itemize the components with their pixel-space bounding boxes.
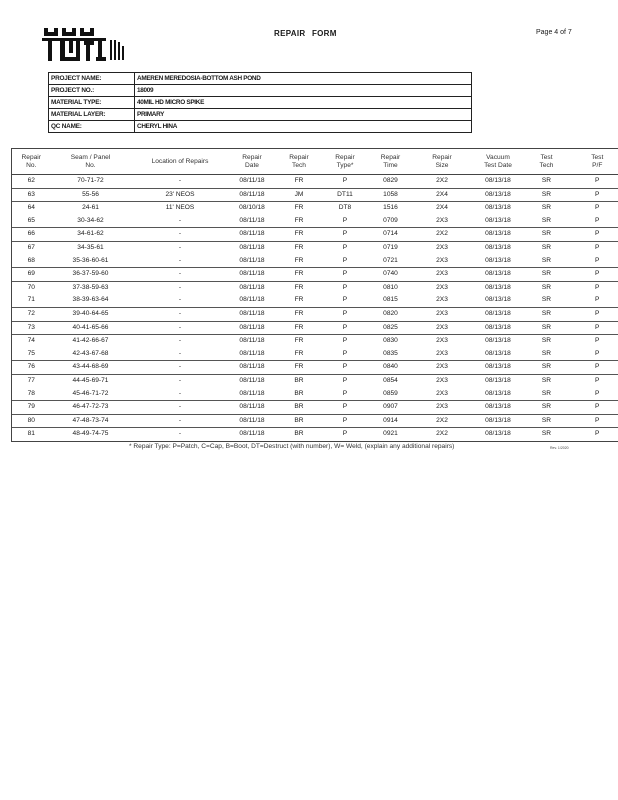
table-cell: 08/11/18 [230,428,275,442]
table-cell: 46-47-72-73 [51,401,131,415]
table-cell: 23' NEOS [131,188,230,202]
table-cell: 2X3 [415,374,470,387]
table-cell: 08/13/18 [485,349,511,357]
column-header-line: Repair [335,153,355,161]
table-cell: 62 [12,175,51,189]
table-cell: 44-45-69-71 [51,374,131,387]
table-cell: 08/13/18 [485,256,511,264]
project-info-label: MATERIAL TYPE: [49,97,135,109]
table-cell: 08/13/18 [470,335,527,348]
table-cell: P [324,401,367,415]
table-row [12,321,618,335]
column-header-line: Repair [242,153,262,161]
table-cell: SR [527,428,567,442]
table-cell: 2X3 [436,389,448,397]
table-row [12,268,618,282]
table-cell: SR [527,268,567,282]
table-row [12,374,618,387]
table-cell: FR [275,241,324,254]
table-cell: P [324,268,367,282]
column-header [470,149,527,175]
table-cell: 35-36-60-61 [72,256,109,264]
column-header-line: Repair [380,153,401,161]
table-cell: 08/13/18 [485,216,511,224]
table-cell: 24-61 [51,202,131,215]
table-cell: P [567,361,618,375]
project-info-value: PRIMARY [135,109,472,121]
table-cell: 34-61-62 [51,228,131,242]
table-row [12,202,618,215]
table-cell: FR [294,256,304,264]
table-cell: - [178,177,182,184]
table-cell: 80 [12,414,51,428]
table-cell: P [567,228,618,242]
column-header-line: Test [591,153,604,161]
company-logo [42,26,128,64]
table-cell: P [567,335,618,348]
table-cell: 73 [12,321,51,335]
table-cell: 08/11/18 [230,414,275,428]
table-cell: 48-49-74-75 [51,428,131,442]
table-cell: 2X3 [415,268,470,282]
table-cell: 2X2 [415,414,470,428]
table-row [12,401,618,415]
table-row [12,361,618,375]
repair-type-footnote: * Repair Type: P=Patch, C=Cap, B=Boot, DT=Destruct (with number), W= Weld, (explain any additional repairs) [129,443,455,450]
table-row [12,215,618,228]
column-header-line: Tech [292,161,306,169]
project-info-row [49,121,472,133]
column-header [567,149,618,175]
table-cell: 40-41-65-66 [51,321,131,335]
table-cell: 2X3 [436,216,448,224]
table-cell: SR [527,374,567,387]
table-cell: 39-40-64-65 [51,307,131,321]
table-row [12,188,618,202]
table-cell: 2X3 [415,361,470,375]
column-header-line: Repair [432,153,452,161]
table-cell: P [567,348,618,361]
table-cell: 0719 [367,241,415,254]
table-cell: 78 [12,388,51,401]
table-cell: - [178,389,182,397]
table-row [12,428,618,442]
table-cell: 0825 [367,321,415,335]
table-cell: 2X3 [436,256,448,264]
table-cell: SR [527,307,567,321]
table-cell: - [131,414,230,428]
column-header-line: No. [85,161,96,169]
table-cell: P [567,401,618,415]
column-header-line: Repair [21,153,41,161]
table-cell: P [567,268,618,282]
table-cell: 08/13/18 [470,401,527,415]
table-cell: SR [527,335,567,348]
table-row [12,348,618,361]
project-info-value: AMEREN MEREDOSIA-BOTTOM ASH POND [135,73,472,85]
table-cell: SR [541,296,552,304]
table-cell: 08/11/18 [239,216,265,224]
table-cell: 08/11/18 [230,241,275,254]
table-cell: SR [541,389,552,397]
repair-table [11,148,618,442]
table-cell: 67 [12,241,51,254]
table-cell: P [567,374,618,387]
table-cell: 2X3 [415,335,470,348]
table-cell: BR [275,401,324,415]
table-cell: 08/11/18 [230,361,275,375]
column-header [367,149,415,175]
table-cell: - [131,335,230,348]
table-cell: SR [527,202,567,215]
table-cell: 66 [12,228,51,242]
table-cell: FR [275,361,324,375]
table-cell: 76 [12,361,51,375]
table-cell: 0907 [367,401,415,415]
table-cell: P [567,294,618,307]
table-cell: 08/11/18 [230,374,275,387]
table-cell: 64 [12,202,51,215]
table-cell: FR [275,228,324,242]
table-cell: P [567,255,618,268]
table-cell: P [567,321,618,335]
table-cell: FR [275,268,324,282]
project-info-value: 18009 [135,85,472,97]
table-cell: 08/10/18 [230,202,275,215]
table-cell: - [131,241,230,254]
table-cell: 08/11/18 [230,228,275,242]
table-cell: 0914 [367,414,415,428]
table-cell: P [324,374,367,387]
column-header [527,149,567,175]
project-info-row [49,73,472,85]
table-cell: - [131,374,230,387]
table-cell: FR [294,177,304,184]
project-info-label: PROJECT NAME: [49,73,135,85]
column-header-line: Seam / Panel [70,153,111,161]
table-cell: P [567,388,618,401]
table-cell: P [324,321,367,335]
table-cell: FR [294,349,304,357]
column-header-line: Tech [539,161,554,169]
table-cell: P [342,216,348,224]
table-row [12,281,618,294]
table-cell: 08/13/18 [470,188,527,202]
table-cell: SR [527,228,567,242]
table-cell: DT8 [324,202,367,215]
table-cell: 08/13/18 [470,374,527,387]
table-cell: SR [527,401,567,415]
table-cell: - [178,256,182,264]
table-cell: 08/11/18 [230,307,275,321]
table-cell: P [324,335,367,348]
table-cell: 2X2 [436,177,448,184]
table-cell: 0840 [367,361,415,375]
table-cell: BR [294,389,304,397]
table-cell: 0859 [383,389,398,397]
table-cell: - [131,228,230,242]
table-cell: 08/11/18 [230,268,275,282]
table-cell: P [567,307,618,321]
table-cell: 2X4 [415,188,470,202]
page-number: Page 4 of 7 [536,29,572,36]
column-header [230,149,275,175]
table-row [12,388,618,401]
column-header-line: Vacuum [486,153,510,161]
table-cell: P [324,281,367,294]
project-info-table [48,72,472,133]
table-cell: 08/13/18 [470,414,527,428]
table-cell: - [131,401,230,415]
table-cell: P [342,256,348,264]
project-info-label: QC NAME: [49,121,135,133]
table-cell: P [567,428,618,442]
table-cell: FR [275,335,324,348]
table-cell: SR [541,256,552,264]
table-cell: BR [275,374,324,387]
table-cell: FR [275,281,324,294]
table-cell: 08/11/18 [239,349,265,357]
column-header-line: Date [245,161,259,169]
project-info-label: MATERIAL LAYER: [49,109,135,121]
table-cell: P [567,215,618,228]
column-header-line: Size [435,161,449,169]
table-cell: 08/13/18 [485,296,511,304]
table-cell: 0854 [367,374,415,387]
column-header-line: Time [383,161,398,169]
table-cell: 2X3 [436,296,448,304]
table-row [12,228,618,242]
table-cell: - [131,268,230,282]
table-cell: 08/11/18 [239,256,265,264]
table-cell: FR [294,216,304,224]
table-cell: 1516 [367,202,415,215]
column-header [324,149,367,175]
table-cell: - [131,307,230,321]
table-cell: 65 [12,215,51,228]
table-cell: 0709 [383,216,398,224]
table-cell: 08/13/18 [470,268,527,282]
table-cell: BR [275,414,324,428]
table-cell: 08/13/18 [470,307,527,321]
table-cell: 77 [12,374,51,387]
table-row [12,241,618,254]
project-info-label: PROJECT NO.: [49,85,135,97]
table-cell: 0721 [383,256,398,264]
table-row [12,255,618,268]
table-cell: 08/11/18 [239,389,265,397]
table-cell: 0830 [367,335,415,348]
table-cell: 08/11/18 [239,177,265,184]
table-cell: SR [527,321,567,335]
table-row [12,307,618,321]
table-cell: P [324,307,367,321]
table-cell: 47-48-73-74 [51,414,131,428]
table-cell: 69 [12,268,51,282]
table-cell: 0820 [367,307,415,321]
column-header [51,149,131,175]
table-cell: 30-34-62 [77,216,104,224]
table-cell: P [567,175,618,189]
table-cell: 0714 [367,228,415,242]
table-cell: P [324,241,367,254]
table-cell: P [567,202,618,215]
table-cell: 68 [12,255,51,268]
table-cell: - [131,321,230,335]
table-cell: P [567,414,618,428]
table-cell: 0810 [367,281,415,294]
table-cell: - [131,428,230,442]
column-header [131,149,230,175]
table-cell: 08/11/18 [230,335,275,348]
table-row [12,175,618,189]
project-info-value: 40MIL HD MICRO SPIKE [135,97,472,109]
table-cell: SR [527,361,567,375]
table-row [12,335,618,348]
table-cell: - [131,281,230,294]
table-cell: SR [527,414,567,428]
table-cell: 74 [12,335,51,348]
table-cell: FR [275,202,324,215]
form-title: REPAIR FORM [274,29,337,38]
table-cell: SR [527,188,567,202]
table-cell: 08/13/18 [470,202,527,215]
table-cell: SR [541,216,552,224]
table-cell: 08/13/18 [470,321,527,335]
table-row [12,294,618,307]
table-cell: 55-56 [51,188,131,202]
table-cell: 81 [12,428,51,442]
table-cell: 08/11/18 [230,321,275,335]
column-header-line: Location of Repairs [151,157,209,165]
table-cell: SR [527,281,567,294]
project-info-row [49,97,472,109]
column-header-line: Repair [289,153,309,161]
table-cell: P [324,228,367,242]
column-header-line: Test Date [484,161,512,169]
table-cell: 75 [12,348,51,361]
table-cell: 08/11/18 [230,281,275,294]
table-cell: 41-42-66-67 [51,335,131,348]
table-cell: 70-71-72 [77,177,104,184]
table-cell: 0740 [367,268,415,282]
table-cell: FR [275,307,324,321]
table-cell: P [567,241,618,254]
table-cell: FR [294,296,304,304]
column-header-line: No. [26,161,37,169]
table-cell: P [342,177,348,184]
table-cell: 0921 [367,428,415,442]
table-cell: 63 [12,188,51,202]
table-cell: 0835 [383,349,398,357]
table-cell: 1058 [367,188,415,202]
table-cell: - [178,216,182,224]
project-info-row [49,85,472,97]
revision-label: Rev. 1/2020 [550,446,569,450]
table-cell: 2X3 [415,281,470,294]
table-cell: 2X2 [415,428,470,442]
column-header [275,149,324,175]
table-cell: 08/13/18 [470,241,527,254]
table-cell: 08/13/18 [470,281,527,294]
table-cell: 36-37-59-60 [51,268,131,282]
table-cell: 2X3 [415,401,470,415]
table-cell: 43-44-68-69 [51,361,131,375]
table-cell: 38-39-63-64 [72,296,109,304]
table-cell: 0829 [383,177,398,184]
table-cell: - [178,349,182,357]
column-header-line: P/F [592,161,603,169]
table-cell: 37-38-59-63 [51,281,131,294]
table-cell: - [131,361,230,375]
table-cell: SR [541,177,552,184]
table-cell: SR [527,241,567,254]
table-cell: P [342,389,348,397]
table-cell: 45-46-71-72 [72,389,109,397]
table-cell: 08/13/18 [485,389,511,397]
table-cell: 72 [12,307,51,321]
table-cell: 08/11/18 [239,296,265,304]
column-header [12,149,51,175]
table-cell: 71 [12,294,51,307]
column-header-line: Type* [336,161,354,169]
table-cell: P [567,188,618,202]
column-header-line: Test [540,153,553,161]
table-cell: 42-43-67-68 [72,349,109,357]
table-cell: DT11 [324,188,367,202]
table-cell: 08/11/18 [230,188,275,202]
table-cell: 2X3 [415,321,470,335]
table-cell: 08/11/18 [230,401,275,415]
project-info-value: CHERYL HINA [135,121,472,133]
table-cell: FR [275,321,324,335]
table-row [12,414,618,428]
table-cell: BR [275,428,324,442]
table-cell: P [324,428,367,442]
table-cell: P [342,296,348,304]
table-cell: JM [275,188,324,202]
table-cell: P [324,414,367,428]
table-cell: P [567,281,618,294]
table-cell: - [178,296,182,304]
table-cell: P [342,349,348,357]
column-header [415,149,470,175]
table-cell: 2X3 [415,307,470,321]
table-cell: 08/13/18 [470,361,527,375]
table-cell: 11' NEOS [131,202,230,215]
table-cell: 0815 [383,296,398,304]
table-cell: 2X3 [415,241,470,254]
table-cell: 34-35-61 [51,241,131,254]
table-cell: 70 [12,281,51,294]
table-cell: 79 [12,401,51,415]
table-cell: SR [541,349,552,357]
table-cell: 2X3 [436,349,448,357]
table-cell: 2X2 [415,228,470,242]
table-cell: 08/13/18 [470,428,527,442]
table-cell: P [324,361,367,375]
project-info-row [49,109,472,121]
table-cell: 08/13/18 [485,177,511,184]
table-cell: 2X4 [415,202,470,215]
table-cell: 08/13/18 [470,228,527,242]
